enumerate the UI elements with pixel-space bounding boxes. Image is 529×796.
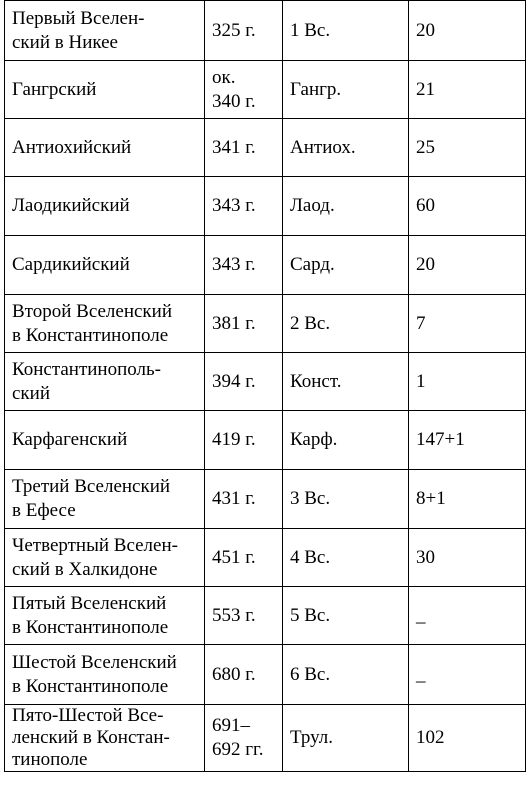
council-year-line: 692 гг. [212,739,264,760]
councils-table [4,0,526,772]
council-year [205,353,283,411]
canon-count: 25 [409,119,526,177]
canon-count: 102 [409,705,526,772]
council-abbr: 3 Вс. [283,470,409,529]
council-abbr: Антиох. [283,119,409,177]
table-row [5,411,526,470]
council-abbr: Трул. [283,705,409,772]
council-abbr: 2 Вс. [283,295,409,353]
council-year-line: 431 г. [212,488,256,509]
council-name-line: Константинополь- [12,358,161,380]
council-name-line: в Константинополе [12,675,169,697]
council-year-line: 343 г. [212,195,256,216]
council-year-line: 691– [212,715,250,736]
council-year [205,470,283,529]
council-abbr: 5 Вс. [283,587,409,645]
council-year-line: 680 г. [212,663,256,685]
council-year-line: 394 г. [212,370,256,392]
council-name [5,1,205,61]
council-year-line: 419 г. [212,429,256,450]
council-name [5,645,205,705]
council-name-line: Четвертный Вселен- [12,534,178,556]
canon-count: 20 [409,1,526,61]
canon-count: 20 [409,236,526,295]
council-year-line: 341 г. [212,136,256,158]
council-abbr: Карф. [283,411,409,470]
canon-count: 1 [409,353,526,411]
council-name [5,587,205,645]
table-row [5,295,526,353]
council-name-line: Шестой Вселенский [12,651,177,673]
council-abbr: 4 Вс. [283,529,409,587]
council-name-line: Антиохийский [12,136,132,158]
table-row [5,645,526,705]
council-year-line: 451 г. [212,546,256,568]
table-row [5,705,526,772]
council-year-line: 381 г. [212,312,256,334]
table-row [5,119,526,177]
council-year-line: 340 г. [212,90,256,112]
canon-count: 30 [409,529,526,587]
council-year [205,177,283,236]
council-name-line: ский [12,382,50,404]
council-name [5,353,205,411]
table-row [5,587,526,645]
council-year [205,587,283,645]
council-name-line: в Ефесе [12,500,76,521]
table-row [5,61,526,119]
table-row [5,236,526,295]
council-name [5,529,205,587]
council-year-line: ок. [212,66,236,88]
council-year [205,61,283,119]
canon-count: _ [409,587,526,645]
council-name-line: в Константинополе [12,324,169,346]
council-name [5,119,205,177]
canon-count: 21 [409,61,526,119]
table-row [5,470,526,529]
council-year [205,119,283,177]
canon-count: 7 [409,295,526,353]
council-name [5,61,205,119]
council-name [5,411,205,470]
council-year-line: 343 г. [212,254,256,275]
council-name-line: ский в Халкидоне [12,558,158,580]
council-name [5,295,205,353]
council-name-line: Первый Вселен- [12,7,145,29]
council-abbr: Сард. [283,236,409,295]
council-abbr: Гангр. [283,61,409,119]
council-name [5,177,205,236]
council-year [205,645,283,705]
council-abbr: Лаод. [283,177,409,236]
council-abbr: 6 Вс. [283,645,409,705]
council-year-line: 325 г. [212,19,256,41]
council-year [205,295,283,353]
council-year [205,236,283,295]
council-year [205,705,283,772]
council-name [5,705,205,772]
council-name [5,236,205,295]
canon-count: 60 [409,177,526,236]
council-year [205,1,283,61]
canon-count: 8+1 [409,470,526,529]
council-name-line: Карфагенский [12,429,128,450]
council-abbr: Конст. [283,353,409,411]
council-name-line: ский в Никее [12,31,118,53]
council-name-line: Пято-Шестой Все- [12,705,164,726]
council-name-line: Гангрский [12,78,97,100]
council-name-line: в Константинополе [12,616,169,638]
table-row [5,177,526,236]
canon-count: _ [409,645,526,705]
canon-count: 147+1 [409,411,526,470]
council-year [205,529,283,587]
councils-table-body [5,1,526,772]
council-year-line: 553 г. [212,604,256,626]
council-name-line: Второй Вселенский [12,300,172,322]
council-name-line: Лаодикийский [12,195,130,216]
council-name-line: ленский в Констан- [12,727,170,748]
council-name-line: Сардикийский [12,254,130,275]
council-name-line: тинополе [12,749,88,770]
council-name-line: Третий Вселенский [12,476,171,497]
council-year [205,411,283,470]
council-name-line: Пятый Вселенский [12,592,167,614]
council-abbr: 1 Вс. [283,1,409,61]
table-row [5,353,526,411]
council-name [5,470,205,529]
table-row [5,1,526,61]
table-row [5,529,526,587]
